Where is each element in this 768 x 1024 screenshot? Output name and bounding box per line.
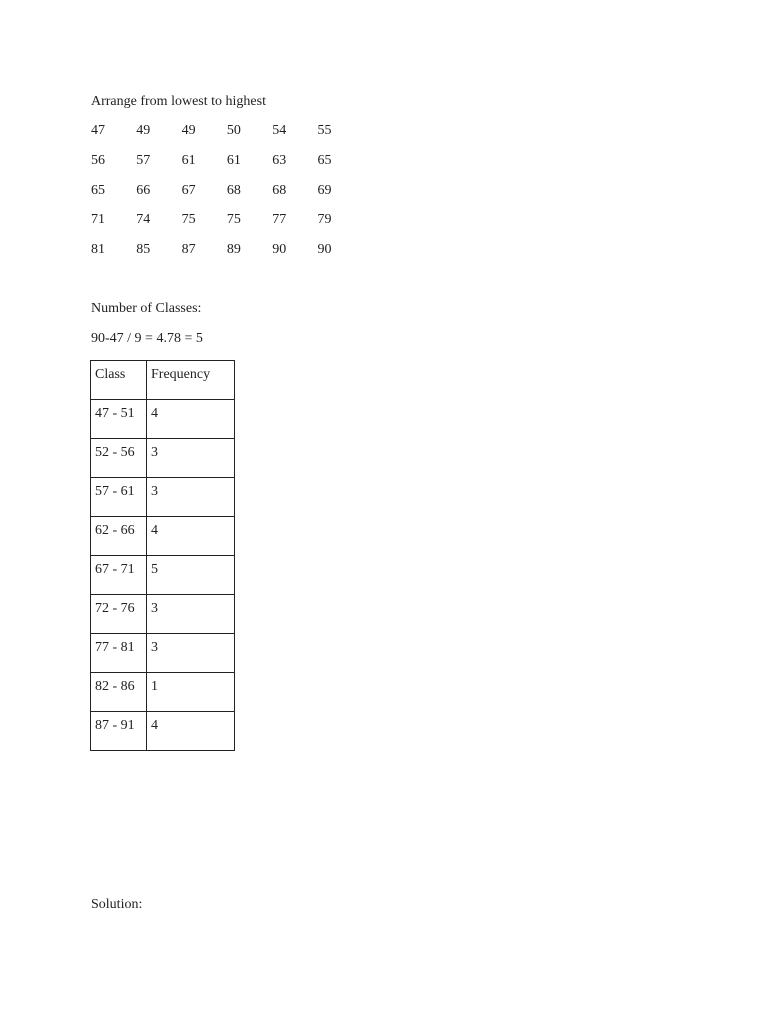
number-cell: 47 — [91, 123, 105, 138]
number-row — [91, 242, 363, 272]
frequency-cell: 4 — [147, 400, 235, 439]
table-row — [91, 595, 235, 634]
number-cell: 68 — [272, 182, 287, 198]
number-cell: 77 — [272, 212, 287, 228]
number-cell: 81 — [91, 242, 105, 258]
frequency-table — [90, 360, 235, 751]
number-cell: 74 — [136, 212, 151, 228]
class-cell: 77 - 81 — [91, 634, 147, 673]
number-cell: 87 — [181, 242, 196, 258]
solution-label: Solution: — [91, 897, 143, 912]
frequency-cell: 4 — [147, 517, 235, 556]
number-cell: 65 — [91, 182, 105, 198]
table-row — [91, 517, 235, 556]
class-cell: 47 - 51 — [91, 400, 147, 439]
table-row — [91, 712, 235, 751]
class-cell: 52 - 56 — [91, 439, 147, 478]
number-cell: 71 — [91, 212, 105, 228]
number-cell: 50 — [226, 123, 241, 138]
table-row — [91, 439, 235, 478]
class-cell: 67 - 71 — [91, 556, 147, 595]
number-cell: 75 — [181, 212, 196, 228]
number-cell: 79 — [317, 212, 332, 228]
number-cell: 61 — [226, 152, 241, 168]
sorted-numbers-grid — [91, 123, 363, 272]
table-row — [91, 673, 235, 712]
table-row — [91, 634, 235, 673]
table-row — [91, 400, 235, 439]
number-cell: 57 — [136, 152, 151, 168]
class-cell: 62 - 66 — [91, 517, 147, 556]
number-cell: 90 — [317, 242, 332, 258]
header-frequency: Frequency — [147, 361, 235, 400]
number-cell: 69 — [317, 182, 332, 198]
number-cell: 89 — [226, 242, 241, 258]
number-cell: 55 — [317, 123, 332, 138]
number-cell: 85 — [136, 242, 151, 258]
number-cell: 63 — [272, 152, 287, 168]
header-class: Class — [91, 361, 147, 400]
class-cell: 82 - 86 — [91, 673, 147, 712]
number-cell: 65 — [317, 152, 332, 168]
number-of-classes-label: Number of Classes: — [91, 301, 202, 316]
frequency-cell: 3 — [147, 634, 235, 673]
class-cell: 87 - 91 — [91, 712, 147, 751]
classes-formula: 90-47 / 9 = 4.78 = 5 — [91, 331, 203, 346]
class-cell: 57 - 61 — [91, 478, 147, 517]
number-cell: 66 — [136, 182, 151, 198]
frequency-cell: 5 — [147, 556, 235, 595]
table-header-row — [91, 361, 235, 400]
frequency-cell: 4 — [147, 712, 235, 751]
class-cell: 72 - 76 — [91, 595, 147, 634]
number-cell: 90 — [272, 242, 287, 258]
number-cell: 49 — [181, 123, 196, 138]
number-row — [91, 123, 363, 153]
frequency-cell: 3 — [147, 595, 235, 634]
frequency-cell: 1 — [147, 673, 235, 712]
heading-text: Arrange from lowest to highest — [91, 94, 266, 109]
number-cell: 75 — [226, 212, 241, 228]
table-row — [91, 556, 235, 595]
frequency-cell: 3 — [147, 439, 235, 478]
number-cell: 61 — [181, 152, 196, 168]
number-cell: 54 — [272, 123, 287, 138]
table-row — [91, 478, 235, 517]
number-cell: 56 — [91, 152, 105, 168]
number-row — [91, 212, 363, 242]
number-cell: 49 — [136, 123, 151, 138]
number-cell: 67 — [181, 182, 196, 198]
number-row — [91, 183, 363, 213]
number-cell: 68 — [226, 182, 241, 198]
frequency-cell: 3 — [147, 478, 235, 517]
number-row — [91, 153, 363, 183]
